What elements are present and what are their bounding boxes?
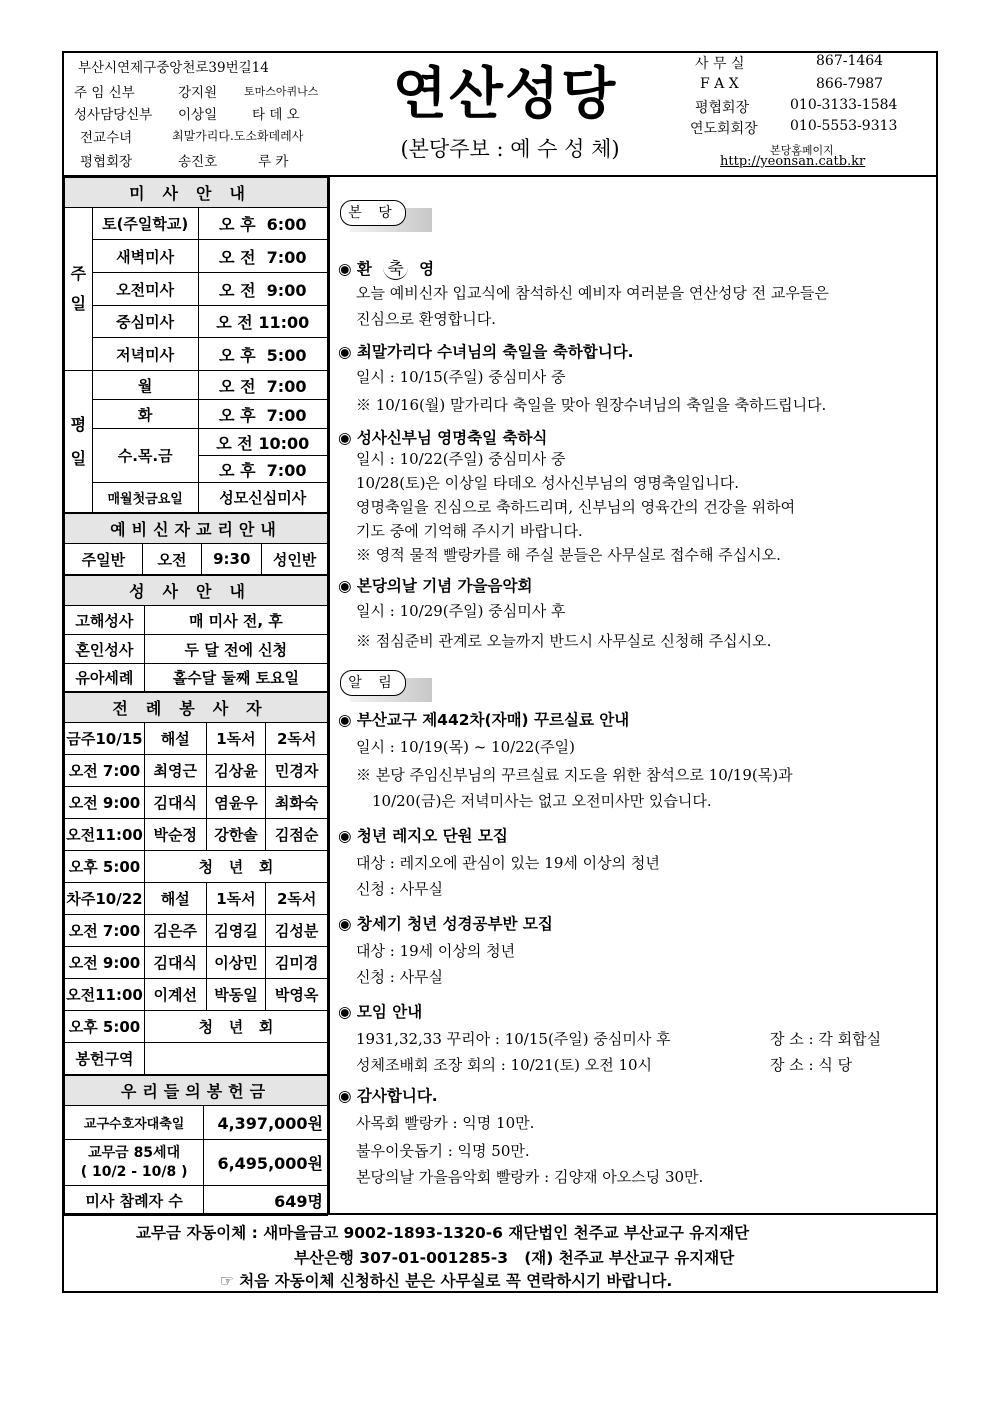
offering-label: 봉헌구역 — [65, 1043, 145, 1075]
feast-text: ※ 10/16(월) 말가리다 축일을 맞아 원장수녀님의 축일을 축하드립니다. — [356, 396, 827, 414]
server-cell: 청 년 회 — [144, 1011, 327, 1043]
contact-label: 연도회회장 — [690, 121, 758, 137]
meeting-heading: ◉ 모임 안내 — [338, 1003, 423, 1021]
legio-text: 대상 : 레지오에 관심이 있는 19세 이상의 청년 — [356, 854, 660, 872]
server-cell: 오전 7:00 — [65, 755, 145, 787]
server-cell: 오후 5:00 — [65, 851, 145, 883]
mass-name: 저녁미사 — [92, 338, 198, 371]
pastor-name: 강지원 — [178, 85, 218, 101]
donation-table — [64, 1075, 328, 1216]
catechumen-cell: 성인반 — [262, 544, 328, 575]
server-cell: 이계선 — [144, 979, 206, 1011]
council-saint: 루 카 — [258, 154, 289, 170]
meeting-text: 성체조배회 조장 회의 : 10/21(토) 오전 10시 — [356, 1056, 653, 1074]
bulletin-subtitle: (본당주보 : 예 수 성 체) — [400, 137, 620, 161]
welcome-text: 오늘 예비신자 입교식에 참석하신 예비자 여러분을 연산성당 전 교우들은 — [356, 284, 829, 302]
homepage-link[interactable]: http://yeonsan.catb.kr — [720, 154, 866, 169]
footer-line: 부산은행 307-01-001285-3 (재) 천주교 부산교구 유지재단 — [294, 1249, 735, 1267]
tag-notice: 알 림 — [340, 670, 406, 696]
pastor-saint: 토마스아퀴나스 — [244, 85, 319, 98]
cursillo-text: 일시 : 10/19(목) ~ 10/22(주일) — [356, 738, 576, 756]
sacrament-name: 고해성사 — [65, 606, 145, 635]
address: 부산시연제구중앙천로39번길14 — [78, 60, 269, 76]
contact-label: F A X — [700, 76, 739, 92]
server-cell: 김대식 — [144, 947, 206, 979]
mass-name: 토(주일학교) — [92, 208, 198, 240]
server-cell: 김상윤 — [206, 755, 266, 787]
parish-title: 연산성당 — [392, 62, 618, 127]
feast-text: 일시 : 10/15(주일) 중심미사 중 — [356, 368, 566, 386]
contact-value: 867-1464 — [816, 53, 884, 69]
server-cell: 1독서 — [206, 723, 266, 755]
sacrament-value: 매 미사 전, 후 — [144, 606, 327, 635]
server-cell: 이상민 — [206, 947, 266, 979]
contact-value: 866-7987 — [816, 76, 884, 92]
server-cell: 박동일 — [206, 979, 266, 1011]
contact-label: 평협회장 — [695, 100, 750, 116]
donation-title: 우리들의봉헌금 — [65, 1076, 328, 1106]
nameday-text: ※ 영적 물적 빨랑카를 해 주실 분들은 사무실로 접수해 주십시오. — [356, 546, 781, 564]
server-cell: 최화숙 — [266, 787, 328, 819]
server-cell: 해설 — [144, 883, 206, 915]
sister-value: 최말가리다.도소화데레사 — [172, 129, 304, 143]
mass-name: 수.목.금 — [92, 429, 198, 483]
welcome-heading — [338, 254, 434, 280]
thanks-text: 불우이웃돕기 : 익명 50만. — [356, 1142, 530, 1160]
server-cell: 오후 5:00 — [65, 1011, 145, 1043]
offering-value — [144, 1043, 327, 1075]
cursillo-text: ※ 본당 주임신부님의 꾸르실료 지도을 위한 참석으로 10/19(목)과 — [356, 766, 793, 784]
server-cell: 김점순 — [266, 819, 328, 851]
mass-time: 오 전 7:00 — [198, 371, 327, 400]
mass-name: 화 — [92, 400, 198, 429]
bible-text: 대상 : 19세 이상의 청년 — [356, 942, 516, 960]
sacrament-value: 홀수달 둘째 토요일 — [144, 664, 327, 692]
mass-time: 오 전 11:00 — [198, 306, 327, 338]
concert-text: 일시 : 10/29(주일) 중심미사 후 — [356, 602, 566, 620]
council-name: 송진호 — [178, 154, 218, 170]
assistant-name: 이상일 — [178, 107, 218, 123]
council-label: 평협회장 — [80, 154, 133, 170]
donation-value: 4,397,000원 — [204, 1106, 328, 1140]
mass-time: 오 전 9:00 — [198, 273, 327, 306]
nameday-text: 일시 : 10/22(주일) 중심미사 중 — [356, 450, 566, 468]
donation-value: 6,495,000원 — [204, 1140, 328, 1186]
server-cell: 김미경 — [266, 947, 328, 979]
server-cell: 염윤우 — [206, 787, 266, 819]
welcome-text: 진심으로 환영합니다. — [356, 310, 496, 328]
mass-time: 오 후 7:00 — [198, 456, 327, 483]
server-cell: 1독서 — [206, 883, 266, 915]
nameday-text: 기도 중에 기억해 주시기 바랍니다. — [356, 522, 583, 540]
server-cell: 오전 9:00 — [65, 947, 145, 979]
server-cell: 김영길 — [206, 915, 266, 947]
welcome-title-a: ◉ 환 — [338, 260, 372, 278]
assistant-label: 성사담당신부 — [74, 107, 153, 123]
catechumen-table — [64, 513, 328, 575]
sacrament-table — [64, 575, 328, 692]
footer-line: 교무금 자동이체 : 새마을금고 9002-1893-1320-6 재단법인 천주교 부산교구 유지재단 — [136, 1224, 750, 1242]
cursillo-heading: ◉ 부산교구 제442차(자매) 꾸르실료 안내 — [338, 711, 630, 729]
header-info — [64, 53, 332, 173]
server-cell: 김성분 — [266, 915, 328, 947]
concert-heading: ◉ 본당의날 기념 가을음악회 — [338, 577, 533, 595]
sidebar-table — [64, 177, 328, 513]
server-cell: 박순정 — [144, 819, 206, 851]
mass-time: 오 전 7:00 — [198, 240, 327, 273]
server-cell: 해설 — [144, 723, 206, 755]
thanks-text: 사목회 빨랑카 : 익명 10만. — [356, 1114, 535, 1132]
mass-time: 성모신심미사 — [198, 483, 327, 513]
contact-value: 010-5553-9313 — [790, 118, 898, 134]
server-cell: 강한솔 — [206, 819, 266, 851]
legio-text: 신청 : 사무실 — [356, 880, 444, 898]
server-cell: 김대식 — [144, 787, 206, 819]
mass-time: 오 전 10:00 — [198, 429, 327, 456]
meeting-text: 1931,32,33 꾸리아 : 10/15(주일) 중심미사 후 — [356, 1030, 671, 1048]
server-cell: 2독서 — [266, 883, 328, 915]
server-cell: 최영근 — [144, 755, 206, 787]
donation-name: 미사 참례자 수 — [65, 1186, 204, 1216]
legio-heading: ◉ 청년 레지오 단원 모집 — [338, 827, 508, 845]
mass-section-title: 미사안내 — [65, 178, 328, 208]
server-cell: 청 년 회 — [144, 851, 327, 883]
donation-name: 교구수호자대축일 — [65, 1106, 204, 1140]
nameday-text: 영명축일을 진심으로 축하드리며, 신부님의 영육간의 건강을 위하여 — [356, 498, 796, 516]
server-cell: 박영옥 — [266, 979, 328, 1011]
cursillo-text: 10/20(금)은 저녁미사는 없고 오전미사만 있습니다. — [372, 792, 712, 810]
meeting-place: 장 소 : 각 회합실 — [770, 1030, 882, 1048]
assistant-saint: 타 데 오 — [252, 107, 300, 123]
nameday-text: 10/28(토)은 이상일 타데오 성사신부님의 영명축일입니다. — [356, 474, 740, 492]
celebration-badge-icon: 축 — [383, 254, 407, 280]
sacrament-title: 성사안내 — [65, 576, 328, 606]
tag-parish: 본 당 — [340, 200, 406, 226]
mass-name: 오전미사 — [92, 273, 198, 306]
thanks-heading: ◉ 감사합니다. — [338, 1087, 438, 1105]
bible-heading: ◉ 창세기 청년 성경공부반 모집 — [338, 915, 553, 933]
servers-table — [64, 692, 328, 1075]
mass-name: 월 — [92, 371, 198, 400]
weekday-label: 평일 — [65, 371, 93, 513]
pastor-label: 주 임 신부 — [74, 85, 135, 101]
mass-name: 중심미사 — [92, 306, 198, 338]
server-cell: 오전11:00 — [65, 979, 145, 1011]
server-cell: 2독서 — [266, 723, 328, 755]
mass-name: 매월첫금요일 — [92, 483, 198, 513]
mass-time: 오 후 7:00 — [198, 400, 327, 429]
mass-time: 오 후 5:00 — [198, 338, 327, 371]
catechumen-cell: 오전 — [142, 544, 202, 575]
column-divider — [328, 175, 330, 1215]
welcome-title-b: 영 — [419, 260, 435, 278]
nameday-heading: ◉ 성사신부님 영명축일 축하식 — [338, 429, 548, 447]
server-cell: 오전 7:00 — [65, 915, 145, 947]
sacrament-value: 두 달 전에 신청 — [144, 635, 327, 664]
meeting-place: 장 소 : 식 당 — [770, 1056, 853, 1074]
sidebar — [64, 177, 328, 1216]
catechumen-cell: 9:30 — [202, 544, 262, 575]
donation-value: 649명 — [204, 1186, 328, 1216]
feast-heading: ◉ 최말가리다 수녀님의 축일을 축하합니다. — [338, 343, 634, 361]
sister-label: 전교수녀 — [80, 130, 133, 146]
footer-line: ☞ 처음 자동이체 신청하신 분은 사무실로 꼭 연락하시기 바랍니다. — [220, 1272, 673, 1290]
homepage-label: 본당홈페이지 — [770, 144, 834, 157]
catechumen-cell: 주일반 — [65, 544, 143, 575]
server-cell: 차주10/22 — [65, 883, 145, 915]
thanks-text: 본당의날 가을음악회 빨랑카 : 김양재 아오스딩 30만. — [356, 1168, 704, 1186]
sacrament-name: 혼인성사 — [65, 635, 145, 664]
contact-value: 010-3133-1584 — [790, 97, 898, 113]
server-cell: 오전11:00 — [65, 819, 145, 851]
catechumen-title: 예비신자교리안내 — [65, 514, 328, 544]
server-cell: 민경자 — [266, 755, 328, 787]
server-cell: 김은주 — [144, 915, 206, 947]
donation-name: 교무금 85세대 ( 10/2 - 10/8 ) — [65, 1140, 204, 1186]
server-cell: 오전 9:00 — [65, 787, 145, 819]
sacrament-name: 유아세례 — [65, 664, 145, 692]
bible-text: 신청 : 사무실 — [356, 968, 444, 986]
mass-time: 오 후 6:00 — [198, 208, 327, 240]
servers-title: 전례봉사자 — [65, 693, 328, 723]
mass-name: 새벽미사 — [92, 240, 198, 273]
sunday-label: 주일 — [65, 208, 93, 371]
server-cell: 금주10/15 — [65, 723, 145, 755]
contact-label: 사 무 실 — [695, 56, 745, 72]
concert-text: ※ 점심준비 관계로 오늘까지 반드시 사무실로 신청해 주십시오. — [356, 632, 772, 650]
